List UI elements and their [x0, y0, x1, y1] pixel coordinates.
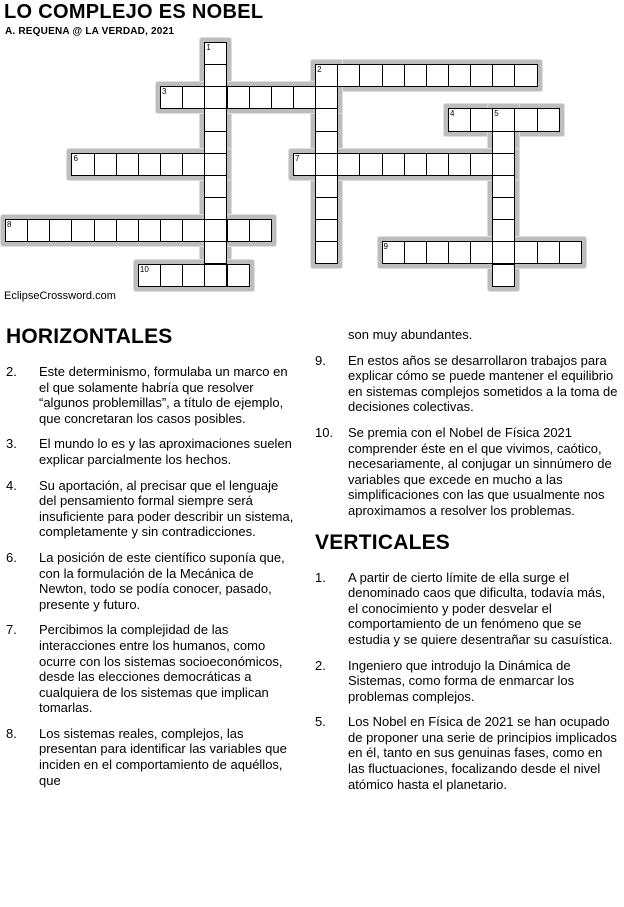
- crossword-cell[interactable]: [204, 153, 227, 176]
- crossword-cell[interactable]: [337, 153, 360, 176]
- clue-number: 2.: [6, 364, 17, 379]
- crossword-cell[interactable]: [49, 219, 72, 242]
- crossword-cell[interactable]: [382, 241, 405, 264]
- clue-text: Los sistemas reales, complejos, las presentan para identificar las variables que inciden en el comportamiento de aquéllos, que: [39, 725, 287, 788]
- crossword-cell[interactable]: [204, 64, 227, 87]
- crossword-cell[interactable]: [404, 64, 427, 87]
- clue-text: Los Nobel en Física de 2021 se han ocupado de proponer una serie de principios implicados en él, tanto en sus genuinas fases, como en las fluctuaciones, focalizando desde el nivel atómico hasta el planetario.: [348, 714, 617, 792]
- crossword-cell[interactable]: [470, 108, 493, 131]
- clue-number: 2.: [315, 657, 326, 673]
- crossword-cell[interactable]: [204, 131, 227, 154]
- crossword-cell[interactable]: [382, 153, 405, 176]
- cell-number-10: 10: [139, 264, 149, 274]
- crossword-cell[interactable]: [470, 241, 493, 264]
- crossword-cell[interactable]: [249, 86, 272, 109]
- clue-text: A partir de cierto límite de ella surge el denominado caos que dificulta, todavía más, el conocimiento y poder desvelar el comportamiento de un fenómeno que se estudia y se quiere desentrañar su casuística.: [348, 569, 613, 647]
- crossword-cell[interactable]: [116, 153, 139, 176]
- clue-item: [6, 436, 300, 467]
- clue-number: 8.: [6, 725, 17, 741]
- crossword-cell[interactable]: [537, 108, 560, 131]
- page-title: LO COMPLEJO ES NOBEL: [4, 1, 264, 23]
- clue-number: 9.: [315, 352, 326, 368]
- crossword-cell[interactable]: [116, 219, 139, 242]
- crossword-cell[interactable]: [204, 86, 227, 109]
- crossword-cell[interactable]: [492, 219, 515, 242]
- crossword-cell[interactable]: [315, 108, 338, 131]
- crossword-cell[interactable]: [27, 219, 50, 242]
- horizontales-heading: HORIZONTALES: [6, 325, 173, 348]
- clue-text: La posición de este científico suponía que, con la formulación de la Mecánica de Newton, todo se podía conocer, pasado, presente y futuro.: [39, 549, 285, 612]
- crossword-cell[interactable]: [559, 241, 582, 264]
- crossword-cell[interactable]: [448, 153, 471, 176]
- crossword-cell[interactable]: [492, 241, 515, 264]
- cell-number-8: 8: [7, 220, 12, 230]
- crossword-cell[interactable]: [204, 42, 227, 65]
- crossword-cell[interactable]: [271, 86, 294, 109]
- crossword-cell[interactable]: [315, 153, 338, 176]
- cell-number-2: 2: [317, 65, 322, 75]
- crossword-cell[interactable]: [315, 86, 338, 109]
- crossword-cell[interactable]: [382, 64, 405, 87]
- clue-number: 4.: [6, 477, 17, 493]
- clue-text: Se premia con el Nobel de Física 2021 comprender éste en el que vivimos, caótico, necesariamente, al conjugar un sinnúmero de variables que excede en mucho a las simplificaciones con las que usualmente nos aproximamos a resolver los problemas.: [348, 424, 612, 518]
- crossword-cell[interactable]: [492, 108, 515, 131]
- clue-item: [6, 622, 300, 716]
- verticales-list: [315, 570, 624, 793]
- cell-number-9: 9: [383, 242, 388, 252]
- crossword-cell[interactable]: [71, 153, 94, 176]
- crossword-cell[interactable]: [138, 153, 161, 176]
- crossword-cell[interactable]: [426, 241, 449, 264]
- crossword-grid: [0, 38, 624, 290]
- crossword-cell[interactable]: [160, 153, 183, 176]
- crossword-cell[interactable]: [337, 64, 360, 87]
- crossword-cell[interactable]: [5, 219, 28, 242]
- clue-item: [315, 425, 624, 519]
- clue-8-continuation: [315, 327, 624, 343]
- crossword-cell[interactable]: [448, 64, 471, 87]
- crossword-cell[interactable]: [448, 241, 471, 264]
- crossword-cell[interactable]: [293, 153, 316, 176]
- verticales-heading: VERTICALES: [315, 530, 451, 554]
- clue-number: 10.: [315, 424, 334, 440]
- horizontales-list-right: [315, 353, 624, 519]
- crossword-cell[interactable]: [492, 175, 515, 198]
- crossword-cell[interactable]: [404, 153, 427, 176]
- clue-text: Ingeniero que introdujo la Dinámica de Sistemas, como forma de enmarcar los problemas complejos.: [348, 657, 575, 704]
- clue-item: [315, 353, 624, 415]
- crossword-cell[interactable]: [227, 86, 250, 109]
- clue-text: Percibimos la complejidad de las interacciones entre los humanos, como ocurre con los sistemas socioeconómicos, desde las elecciones democráticas a cualquiera de los sistemas que implican tomarlas.: [39, 622, 283, 716]
- crossword-cell[interactable]: [492, 197, 515, 220]
- clue-text: Este determinismo, formulaba un marco en el que solamente habría que resolver “algunos problemillas”, a título de ejemplo, que concretaran los casos posibles.: [39, 364, 288, 426]
- crossword-cell[interactable]: [514, 108, 537, 131]
- clue-number: 1.: [315, 569, 326, 585]
- crossword-cell[interactable]: [293, 86, 316, 109]
- crossword-cell[interactable]: [160, 264, 183, 287]
- clue-text: El mundo lo es y las aproximaciones suelen explicar parcialmente los hechos.: [39, 436, 292, 467]
- clue-item: [315, 570, 624, 648]
- crossword-cell[interactable]: [404, 241, 427, 264]
- cell-number-3: 3: [162, 87, 167, 97]
- crossword-cell[interactable]: [204, 264, 227, 287]
- clue-item: [6, 726, 300, 788]
- crossword-cell[interactable]: [514, 241, 537, 264]
- crossword-cell[interactable]: [448, 108, 471, 131]
- eclipsecrossword-credit: EclipseCrossword.com: [4, 290, 116, 302]
- crossword-cell[interactable]: [204, 219, 227, 242]
- crossword-cell[interactable]: [71, 219, 94, 242]
- crossword-cell[interactable]: [160, 219, 183, 242]
- crossword-cell[interactable]: [514, 64, 537, 87]
- cell-number-7: 7: [294, 153, 300, 163]
- clues-left-column: [0, 322, 300, 802]
- crossword-cell[interactable]: [204, 241, 227, 264]
- crossword-cell[interactable]: [470, 64, 493, 87]
- clue-text: Su aportación, al precisar que el lenguaje del pensamiento formal siempre será insuficiente para poder describir un sistema, completamente y sin contradicciones.: [39, 477, 294, 540]
- crossword-cell[interactable]: [315, 197, 338, 220]
- crossword-cell[interactable]: [315, 241, 338, 264]
- crossword-cell[interactable]: [204, 175, 227, 198]
- crossword-cell[interactable]: [359, 64, 382, 87]
- horizontales-list-left: [6, 364, 300, 788]
- crossword-cell[interactable]: [182, 153, 205, 176]
- crossword-cell[interactable]: [492, 153, 515, 176]
- crossword-cell[interactable]: [138, 264, 161, 287]
- cell-number-4: 4: [450, 109, 455, 119]
- crossword-cell[interactable]: [182, 219, 205, 242]
- clues-right-column: [300, 322, 624, 802]
- clue-item: [315, 658, 624, 705]
- byline: A. REQUENA @ LA VERDAD, 2021: [5, 26, 175, 37]
- crossword-cell[interactable]: [315, 219, 338, 242]
- cell-number-6: 6: [73, 153, 78, 163]
- clues-section: [0, 322, 624, 802]
- crossword-cell[interactable]: [426, 64, 449, 87]
- cell-number-1: 1: [206, 43, 211, 52]
- crossword-cell[interactable]: [492, 64, 515, 87]
- crossword-cell[interactable]: [249, 219, 272, 242]
- crossword-cell[interactable]: [94, 153, 117, 176]
- crossword-cell[interactable]: [227, 219, 250, 242]
- crossword-cell[interactable]: [182, 86, 205, 109]
- crossword-cell[interactable]: [492, 131, 515, 154]
- crossword-cell[interactable]: [537, 241, 560, 264]
- crossword-cell[interactable]: [160, 86, 183, 109]
- crossword-cell[interactable]: [359, 153, 382, 176]
- crossword-cell[interactable]: [227, 264, 250, 287]
- crossword-cell[interactable]: [138, 219, 161, 242]
- clue-number: 5.: [315, 714, 326, 730]
- crossword-cell[interactable]: [204, 108, 227, 131]
- clue-text: son muy abundantes.: [348, 327, 473, 342]
- cell-number-5: 5: [494, 109, 499, 119]
- crossword-cell[interactable]: [315, 64, 338, 87]
- crossword-cell[interactable]: [315, 175, 338, 198]
- clue-number: 3.: [6, 436, 17, 452]
- clue-item: [6, 550, 300, 612]
- clue-text: En estos años se desarrollaron trabajos para explicar cómo se puede mantener el equilibrio en sistemas complejos sometidos a la toma de decisiones colectivas.: [348, 352, 618, 415]
- crossword-cell[interactable]: [204, 197, 227, 220]
- crossword-cell[interactable]: [492, 264, 515, 287]
- crossword-cell[interactable]: [94, 219, 117, 242]
- crossword-cell[interactable]: [315, 131, 338, 154]
- clue-item: [6, 478, 300, 540]
- clue-number: 6.: [6, 549, 17, 565]
- clue-item: [315, 714, 624, 792]
- crossword-cell[interactable]: [426, 153, 449, 176]
- clue-number: [315, 327, 348, 343]
- clue-number: 7.: [6, 622, 17, 638]
- clue-item: [6, 364, 300, 426]
- crossword-cell[interactable]: [470, 153, 493, 176]
- crossword-cell[interactable]: [182, 264, 205, 287]
